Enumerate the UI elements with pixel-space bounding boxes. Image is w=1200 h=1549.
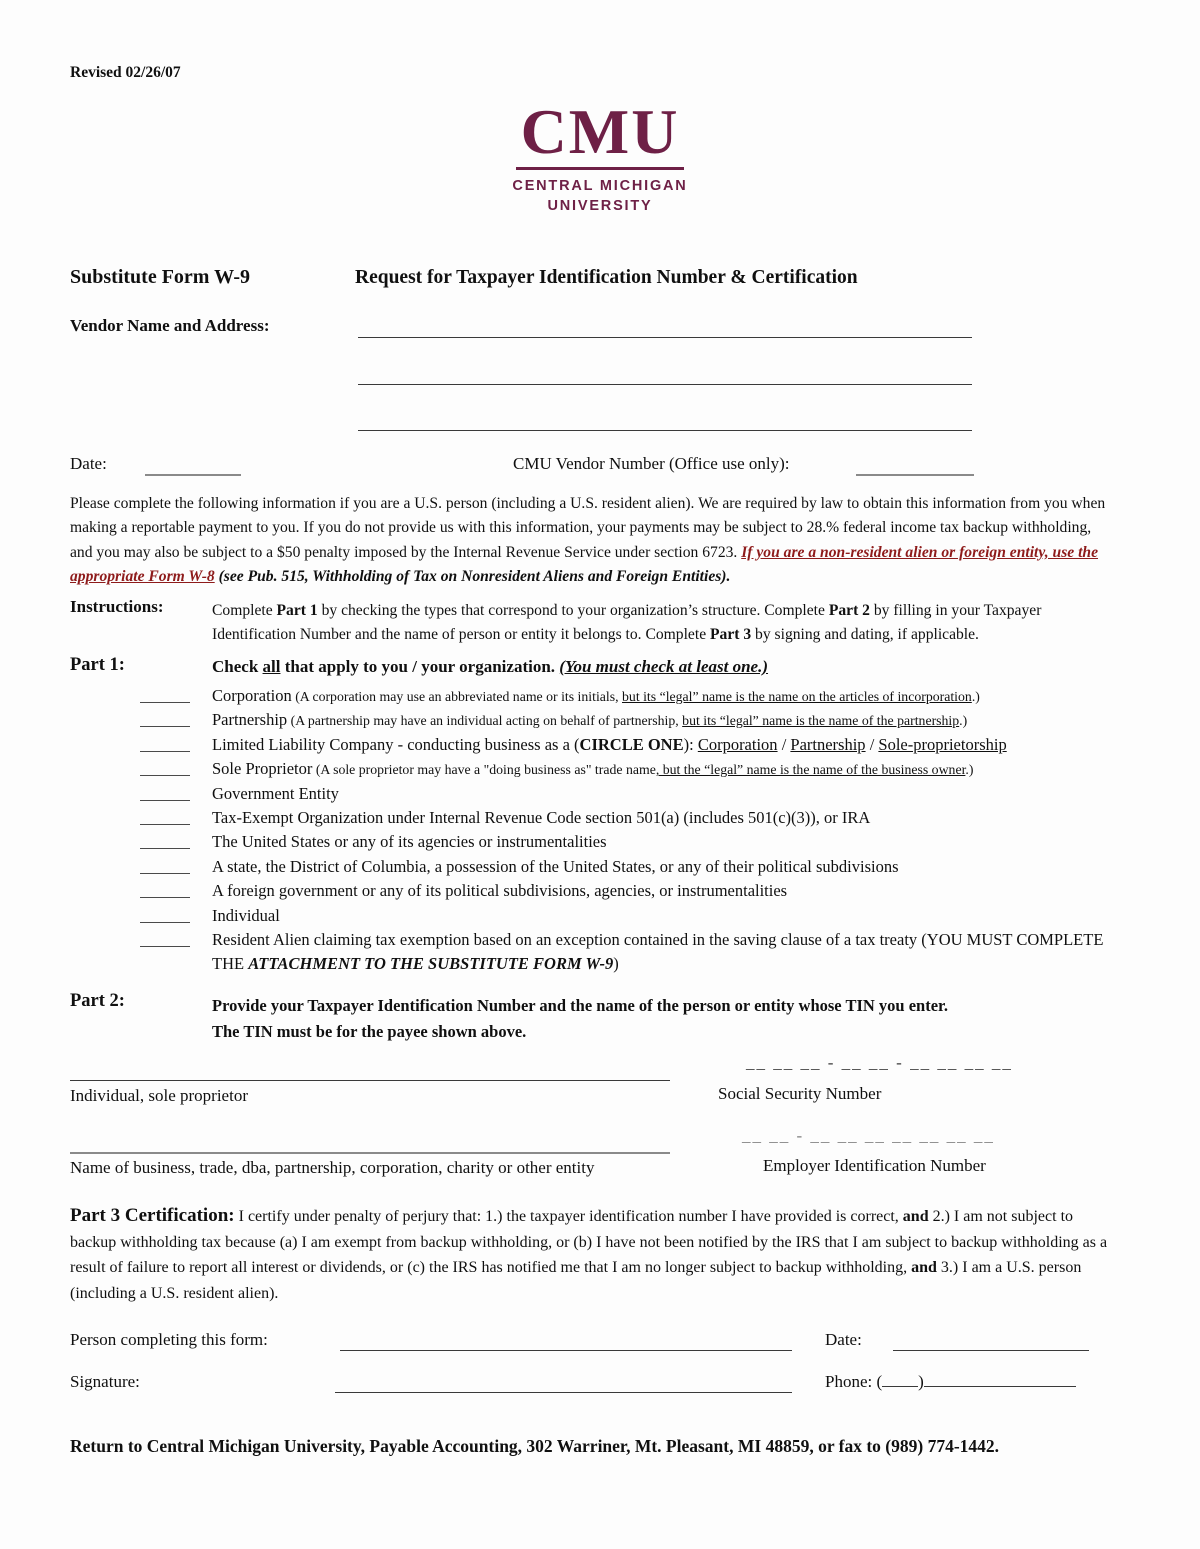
text-segment: /	[865, 734, 879, 754]
text-segment: The United States or any of its agencies or instrumentalities	[212, 832, 607, 852]
text-segment: (A corporation may use an abbreviated name or its initials,	[291, 689, 623, 704]
part1-row	[70, 757, 1114, 781]
text-segment: but its “legal” name is the name of the partnership	[682, 713, 960, 729]
part1-row	[70, 928, 1114, 977]
phone-label: Phone: (	[825, 1372, 883, 1391]
text-segment: by filling in your Taxpayer Identification Number and the name of person or entity it belongs to. Complete	[212, 602, 1042, 644]
text-segment: (A partnership may have an individual acting on behalf of partnership,	[287, 713, 683, 729]
person-completing-label: Person completing this form:	[70, 1330, 268, 1349]
text-segment: but its “legal” name is the name on the articles of incorporation	[622, 689, 972, 704]
phone-number-fill-line	[924, 1372, 1076, 1387]
checkbox-blank-line	[140, 907, 190, 923]
checkbox-blank-line	[140, 858, 190, 874]
part1-item-text	[212, 905, 280, 925]
text-segment: CIRCLE ONE	[579, 734, 684, 754]
part1-item-text	[212, 881, 788, 901]
text-segment: Partnership	[790, 734, 866, 754]
ssn-blank-pattern: __ __ __ - __ __ - __ __ __ __	[746, 1053, 1013, 1072]
checkbox-blank-line	[140, 760, 190, 776]
part1-item-text	[212, 710, 968, 730]
ein-blank-pattern: __ __ - __ __ __ __ __ __ __	[742, 1126, 995, 1145]
revised-date-label: Revised 02/26/07	[70, 64, 181, 81]
phone-close-paren: )	[918, 1372, 924, 1391]
part1-item-text	[212, 808, 871, 828]
part1-heading	[212, 657, 1114, 677]
phone-row	[825, 1372, 1076, 1392]
business-name-label: Name of business, trade, dba, partnership, corporation, charity or other entity	[70, 1158, 595, 1177]
bottom-date-label: Date:	[825, 1330, 862, 1349]
text-segment: Corporation	[697, 734, 778, 754]
vendor-address-fill-line-1	[358, 337, 972, 338]
text-segment: and	[911, 1259, 937, 1277]
checkbox-blank-line	[140, 687, 190, 703]
text-segment: ):	[683, 734, 698, 754]
text-segment: .)	[965, 762, 974, 778]
part1-item-text	[212, 759, 974, 779]
text-segment: Part 1	[276, 602, 318, 619]
text-segment: Tax-Exempt Organization under Internal Revenue Code section 501(a) (includes 501(c)(3)), or IRA	[212, 808, 871, 828]
person-fill-line	[340, 1350, 792, 1351]
part1-item-text	[212, 686, 980, 705]
part1-item-text	[212, 856, 899, 876]
checkbox-blank-line	[140, 711, 190, 727]
text-segment: (see Pub. 515, Withholding of Tax on Nonresident Aliens and Foreign Entities).	[218, 567, 731, 585]
individual-fill-line	[70, 1080, 670, 1081]
cmu-logo	[0, 96, 1200, 216]
text-segment: and	[902, 1208, 929, 1225]
checkbox-blank-line	[140, 833, 190, 849]
part2-text-line1: Provide your Taxpayer Identification Number and the name of the person or entity whose TIN you enter.	[212, 996, 948, 1015]
text-segment: I certify under penalty of perjury that: 1.) the taxpayer identification number I have provided is correct,	[234, 1208, 903, 1225]
cmu-logo-acronym: CMU	[520, 96, 680, 167]
phone-area-code-fill-line	[882, 1372, 918, 1387]
part2-text-line2: The TIN must be for the payee shown above.	[212, 1022, 527, 1041]
text-segment: Partnership	[212, 710, 288, 730]
instructions-text	[212, 599, 1114, 648]
bottom-date-fill-line	[893, 1350, 1089, 1351]
date-label: Date:	[70, 454, 107, 473]
individual-sole-proprietor-label: Individual, sole proprietor	[70, 1086, 248, 1105]
text-segment: Resident Alien claiming tax exemption based on an exception contained in the saving clause of a tax treaty (YOU MUST COMPLETE THE	[212, 930, 1104, 974]
part1-row	[70, 830, 1114, 854]
text-segment: A state, the District of Columbia, a possession of the United States, or any of their political subdivisions	[212, 856, 899, 876]
text-segment: Sole Proprietor	[212, 759, 313, 779]
text-segment: )	[613, 954, 619, 974]
part1-list	[70, 684, 1114, 977]
part2-label: Part 2:	[70, 991, 125, 1011]
text-segment: , but the “legal” name is the name of the business owner	[655, 762, 966, 778]
part1-row	[70, 855, 1114, 879]
part3-certification-paragraph	[70, 1203, 1116, 1306]
part2-text	[212, 993, 1122, 1045]
text-segment: Part 3 Certification:	[70, 1205, 235, 1226]
vendor-name-address-label: Vendor Name and Address:	[70, 316, 270, 335]
text-segment: Complete	[212, 602, 277, 619]
checkbox-blank-line	[140, 931, 190, 947]
text-segment: that apply to you / your organization.	[280, 657, 560, 676]
text-segment: Check	[212, 657, 263, 676]
text-segment: 3.) I am a U.S. person (including a U.S. resident alien).	[70, 1259, 1082, 1302]
instructions-label: Instructions:	[70, 597, 164, 616]
cmu-logo-name-line2: UNIVERSITY	[547, 197, 653, 214]
text-segment: If you are a non-resident alien or foreign entity, use the appropriate Form W-8	[70, 543, 1099, 585]
part1-item-text	[212, 832, 607, 852]
text-segment: Individual	[212, 905, 280, 925]
checkbox-blank-line	[140, 785, 190, 801]
text-segment: Part 2	[828, 602, 870, 619]
text-segment: A foreign government or any of its political subdivisions, agencies, or instrumentalities	[212, 881, 788, 901]
text-segment: Corporation	[212, 686, 292, 705]
vendor-number-fill-line	[856, 474, 974, 476]
part1-item-text	[212, 930, 1104, 974]
signature-label: Signature:	[70, 1372, 140, 1391]
text-segment: by signing and dating, if applicable.	[751, 626, 979, 644]
text-segment: Part 3	[710, 626, 752, 644]
text-segment: by checking the types that correspond to your organization’s structure. Complete	[317, 602, 829, 619]
checkbox-blank-line	[140, 736, 190, 752]
form-title: Substitute Form W-9	[70, 266, 250, 288]
text-segment: .)	[971, 689, 980, 704]
part1-item-text	[212, 783, 339, 803]
part1-row	[70, 904, 1114, 928]
part1-row	[70, 806, 1114, 830]
checkbox-blank-line	[140, 809, 190, 825]
cmu-vendor-number-label: CMU Vendor Number (Office use only):	[513, 454, 790, 473]
date-fill-line	[145, 474, 241, 476]
return-instructions: Return to Central Michigan University, Payable Accounting, 302 Warriner, Mt. Pleasant, MI 48859, or fax to (989) 774-1442.	[70, 1436, 1000, 1456]
text-segment: 2.) I am not subject to backup withholding tax because (a) I am exempt from backup withholding, or (b) I have not been notified by the IRS that I am subject to backup withholding as a result of failure to report all interest or dividends, or (c) the IRS has notified me that I am no longer subject to backup withholding,	[70, 1208, 1108, 1277]
part1-row	[70, 684, 1114, 708]
part1-row	[70, 708, 1114, 732]
signature-fill-line	[335, 1392, 792, 1393]
cmu-logo-name-line1: CENTRAL MICHIGAN	[512, 178, 688, 194]
intro-paragraph	[70, 492, 1114, 589]
part1-label: Part 1:	[70, 655, 125, 675]
text-segment: (You must check at least one.)	[559, 657, 769, 676]
text-segment: Government Entity	[212, 783, 339, 803]
part1-row	[70, 782, 1114, 806]
request-title: Request for Taxpayer Identification Number & Certification	[355, 267, 858, 288]
business-name-fill-line	[70, 1152, 670, 1154]
text-segment: Limited Liability Company - conducting business as a (	[212, 734, 580, 754]
text-segment: .)	[959, 713, 968, 729]
part1-row	[70, 879, 1114, 903]
social-security-number-label: Social Security Number	[718, 1084, 882, 1103]
text-segment: all	[262, 657, 281, 676]
text-segment: /	[777, 734, 791, 754]
text-segment: ATTACHMENT TO THE SUBSTITUTE FORM W-9	[248, 954, 614, 974]
part1-item-text	[212, 734, 1007, 754]
vendor-address-fill-line-2	[358, 384, 972, 385]
text-segment: Please complete the following information if you are a U.S. person (including a U.S. resident alien). We are required by law to obtain this information from you when making a reportable payment to you. If you do not provide us with this information, your payments may be subject to 28.% federal income tax backup withholding, and you may also be subject to a $50 penalty imposed by the Internal Revenue Service under section 6723.	[70, 495, 1106, 561]
text-segment: Sole-proprietorship	[878, 734, 1007, 754]
text-segment: (A sole proprietor may have a "doing business as" trade name	[312, 762, 656, 778]
vendor-address-fill-line-3	[358, 430, 972, 431]
checkbox-blank-line	[140, 882, 190, 898]
employer-identification-number-label: Employer Identification Number	[763, 1156, 986, 1175]
cmu-logo-rule	[516, 167, 684, 170]
part1-row	[70, 733, 1114, 757]
